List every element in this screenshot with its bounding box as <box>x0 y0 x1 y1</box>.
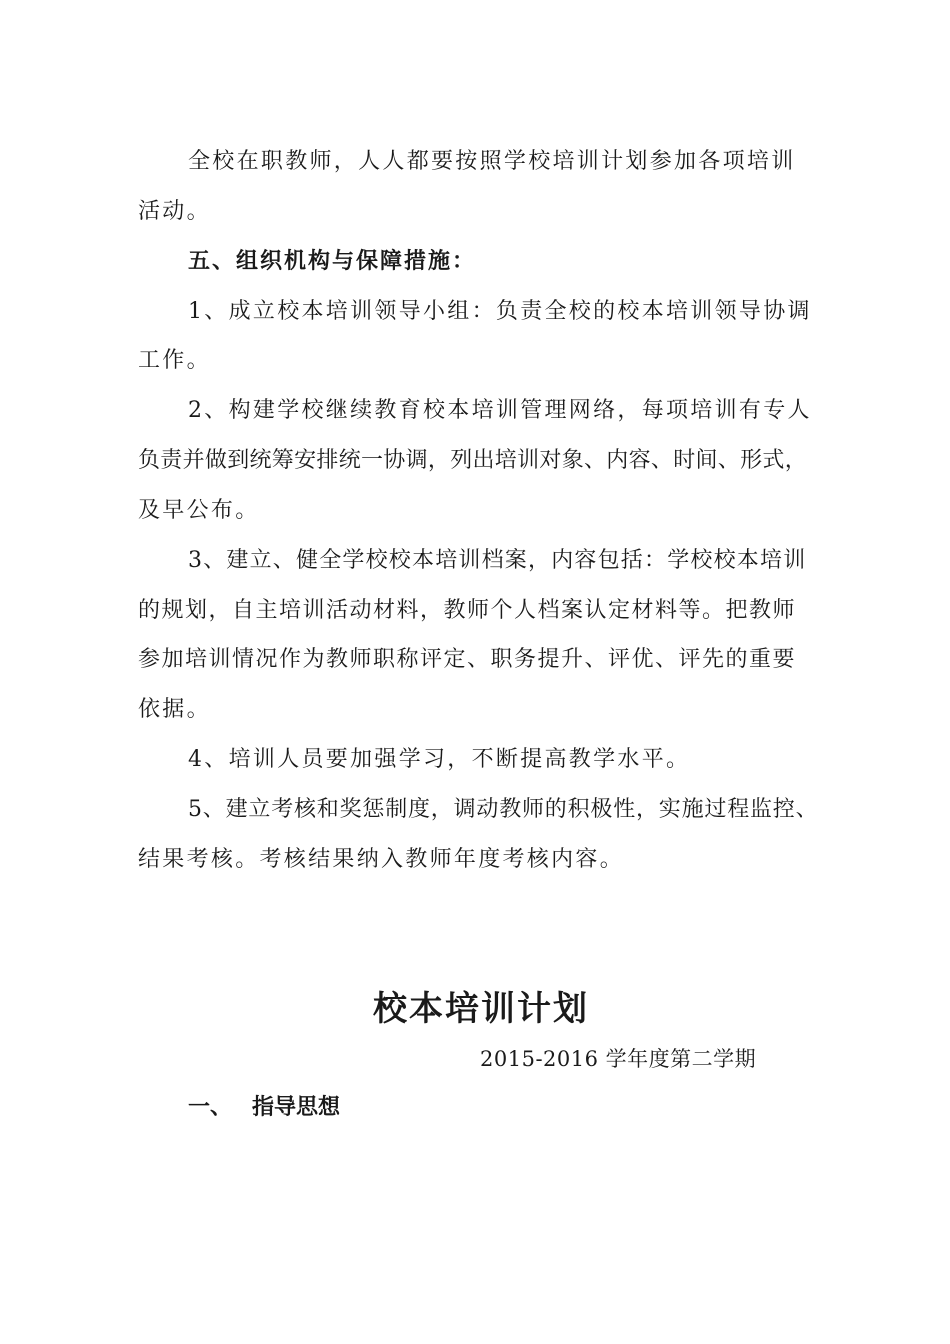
paragraph-line: 工作。 <box>138 348 211 373</box>
paragraph-line: 结果考核。考核结果纳入教师年度考核内容。 <box>138 847 625 872</box>
paragraph-line: 全校在职教师，人人都要按照学校培训计划参加各项培训 <box>188 149 796 174</box>
paragraph-line: 1、成立校本培训领导小组：负责全校的校本培训领导协调 <box>188 299 812 324</box>
section-heading-5: 五、组织机构与保障措施： <box>188 249 477 274</box>
paragraph-line: 负责并做到统筹安排统一协调，列出培训对象、内容、时间、形式， <box>138 448 808 473</box>
paragraph-line: 参加培训情况作为教师职称评定、职务提升、评优、评先的重要 <box>138 647 797 672</box>
paragraph-line: 的规划，自主培训活动材料，教师个人档案认定材料等。把教师 <box>138 598 797 623</box>
paragraph-line: 3、建立、健全学校校本培训档案，内容包括：学校校本培训 <box>188 548 807 573</box>
plan-title: 校本培训计划 <box>373 989 589 1029</box>
section-number: 一、 <box>188 1095 233 1120</box>
section-title: 指导思想 <box>252 1095 341 1120</box>
paragraph-line: 5、建立考核和奖惩制度，调动教师的积极性，实施过程监控、 <box>188 797 819 822</box>
paragraph-line: 4、培训人员要加强学习，不断提高教学水平。 <box>188 747 691 772</box>
paragraph-line: 及早公布。 <box>138 498 260 523</box>
paragraph-line: 2、构建学校继续教育校本培训管理网络，每项培训有专人 <box>188 398 812 423</box>
paragraph-line: 活动。 <box>138 199 211 224</box>
paragraph-line: 依据。 <box>138 697 211 722</box>
plan-subtitle: 2015-2016 学年度第二学期 <box>480 1047 757 1071</box>
section-heading-1 <box>188 1093 340 1123</box>
